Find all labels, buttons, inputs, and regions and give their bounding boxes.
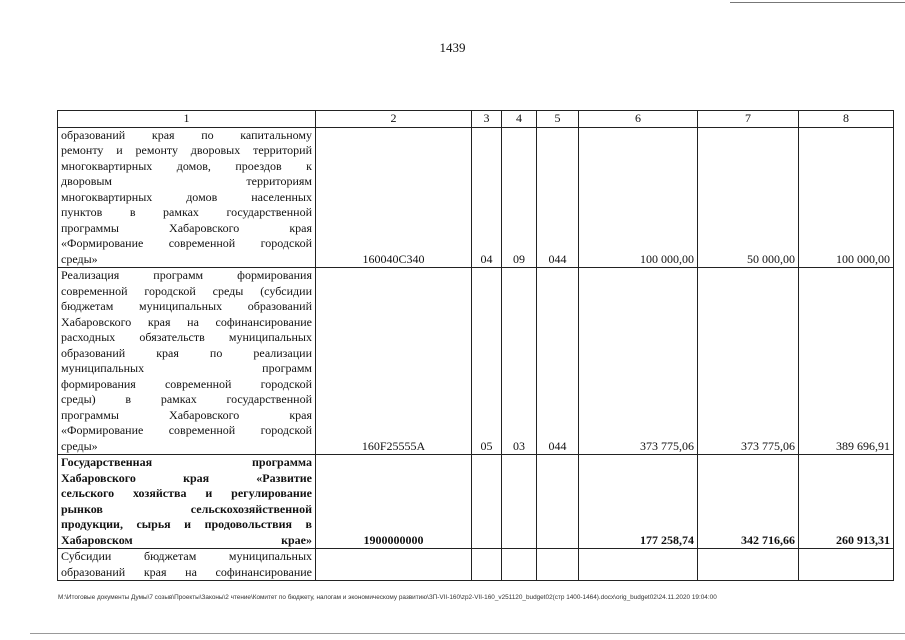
top-rule	[730, 2, 905, 3]
column-number: 3	[472, 111, 502, 128]
description-line: Хабаровском крае»	[61, 532, 312, 547]
description-line: расходных обязательств муниципальных	[61, 330, 312, 344]
description-line: образований края по реализации	[61, 345, 312, 360]
table-row	[58, 455, 894, 549]
target-article-code	[316, 549, 472, 581]
row-description	[58, 549, 316, 581]
description-line: бюджетам муниципальных образований	[61, 299, 312, 313]
description-line: «Формирование современной городской	[61, 423, 312, 437]
description-line: сельского хозяйства и регулирование	[61, 486, 312, 500]
description-line: муниципальных программ	[61, 361, 312, 375]
subsection-code	[502, 549, 537, 581]
description-line: Хабаровского края на софинансирование	[61, 314, 312, 329]
description-line: среды) в рамках государственной	[61, 392, 312, 406]
description-line: Хабаровского края «Развитие	[61, 470, 312, 485]
amount-col-6: 373 775,06	[579, 268, 698, 455]
row-description	[58, 127, 316, 268]
amount-col-8: 100 000,00	[799, 127, 894, 268]
column-number: 8	[799, 111, 894, 128]
footer-file-path: M:\Итоговые документы Думы\7 созыв\Проекты\Законы\2 чтение\Комитет по бюджету, налогам и экономическому развитию\ЗП-VII-160\zp2-VII-160_v251120_budget02(стр 1400-1464).docx\orig_budget02\24.11.2020 19:04:00	[58, 594, 717, 601]
subsection-code: 09	[502, 127, 537, 268]
column-number: 1	[58, 111, 316, 128]
amount-col-6: 177 258,74	[579, 455, 698, 549]
amount-col-8: 389 696,91	[799, 268, 894, 455]
column-number-row	[58, 111, 894, 128]
amount-col-8: 260 913,31	[799, 455, 894, 549]
description-line: образований края по капитальному	[61, 127, 312, 142]
expense-type-code: 044	[537, 268, 579, 455]
description-line: продукции, сырья и продовольствия в	[61, 517, 312, 531]
amount-col-7	[698, 549, 799, 581]
section-code	[472, 549, 502, 581]
target-article-code: 160040С340	[316, 127, 472, 268]
subsection-code	[502, 455, 537, 549]
page-number: 1439	[439, 40, 466, 55]
section-code: 04	[472, 127, 502, 268]
description-line: Субсидии бюджетам муниципальных	[61, 549, 312, 563]
amount-col-7: 342 716,66	[698, 455, 799, 549]
column-number: 4	[502, 111, 537, 128]
description-line: формирования современной городской	[61, 376, 312, 391]
column-number: 6	[579, 111, 698, 128]
column-number: 5	[537, 111, 579, 128]
description-line: «Формирование современной городской	[61, 236, 312, 250]
section-code: 05	[472, 268, 502, 455]
budget-table	[57, 110, 894, 581]
description-line: многоквартирных домов, проездов к	[61, 158, 312, 173]
description-line: среды»	[61, 438, 98, 453]
amount-col-8	[799, 549, 894, 581]
table-row	[58, 127, 894, 268]
table-row	[58, 268, 894, 455]
amount-col-7: 373 775,06	[698, 268, 799, 455]
target-article-code: 160F25555A	[316, 268, 472, 455]
row-description	[58, 455, 316, 549]
description-line: среды»	[61, 251, 98, 266]
column-number: 7	[698, 111, 799, 128]
bottom-rule	[30, 633, 905, 634]
column-number: 2	[316, 111, 472, 128]
row-description	[58, 268, 316, 455]
target-article-code: 1900000000	[316, 455, 472, 549]
description-line: Реализация программ формирования	[61, 268, 312, 282]
description-line: программы Хабаровского края	[61, 407, 312, 422]
subsection-code: 03	[502, 268, 537, 455]
amount-col-7: 50 000,00	[698, 127, 799, 268]
description-line: образований края на софинансирование	[61, 564, 312, 579]
expense-type-code	[537, 455, 579, 549]
amount-col-6	[579, 549, 698, 581]
description-line: рынков сельскохозяйственной	[61, 501, 312, 516]
description-line: дворовым территориям	[61, 174, 312, 188]
table-row	[58, 549, 894, 581]
description-line: современной городской среды (субсидии	[61, 283, 312, 298]
description-line: ремонту и ремонту дворовых территорий	[61, 143, 312, 157]
description-line: Государственная программа	[61, 455, 312, 469]
description-line: многоквартирных домов населенных	[61, 189, 312, 204]
expense-type-code	[537, 549, 579, 581]
description-line: пунктов в рамках государственной	[61, 205, 312, 219]
table-body	[58, 111, 894, 581]
description-line: программы Хабаровского края	[61, 220, 312, 235]
expense-type-code: 044	[537, 127, 579, 268]
amount-col-6: 100 000,00	[579, 127, 698, 268]
section-code	[472, 455, 502, 549]
